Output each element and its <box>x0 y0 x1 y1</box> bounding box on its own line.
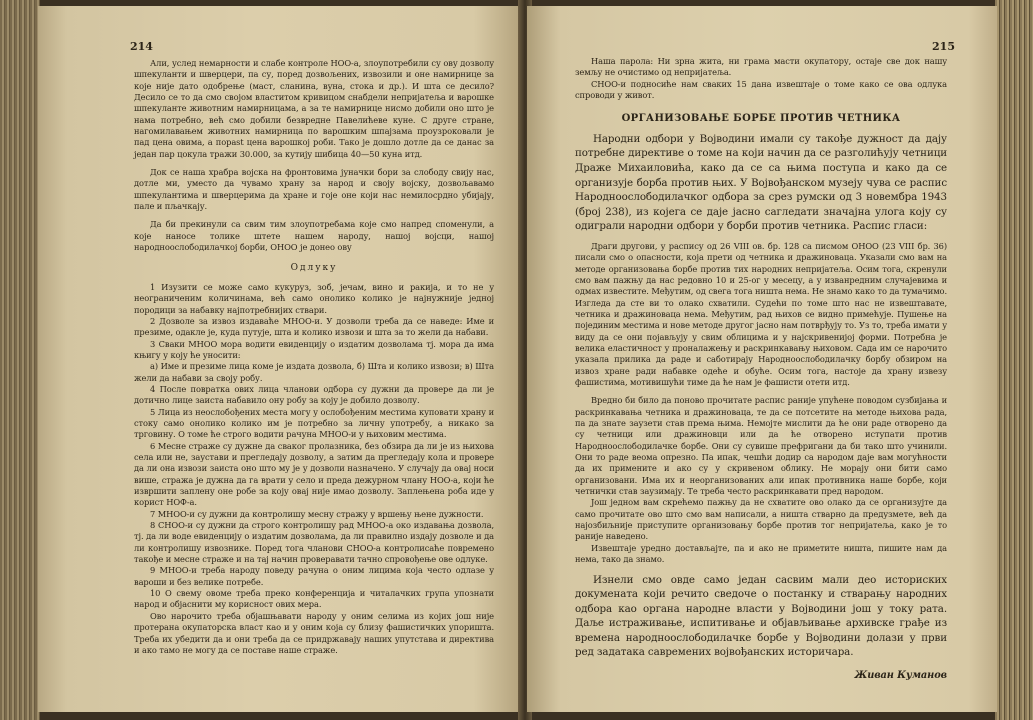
list-item: 5 Лица из неослобођених места могу у ослобођеним местима куповати храну и стоку само онолико колико им је потребно за личну употребу, а никако за трговину. О томе ће строго водити рачуна МНОО-и у њиховим местима. <box>134 406 494 440</box>
paragraph: Док се наша храбра војска на фронтовима јуначки бори за слободу свију нас, дотле ми, уместо да чувамо храну за народ и своју војску, дозвољавамо шпекулантима и шверцерима да хране и гоје оне који нас немилосрдно убијају, пале и пљачкају. <box>134 167 494 212</box>
right-page <box>527 6 997 712</box>
list-item: 10 О свему овоме треба преко конференција и читалачких група упознати народ и објаснити му корисност ових мера. <box>134 588 494 610</box>
lead-text <box>575 132 947 234</box>
page-number-right: 215 <box>932 40 955 53</box>
quote-paragraph: Вредно би било да поново прочитате распис раније упућене поводом сузбијања и раскринкавања четника и дражиноваца, те да се потсетите на методе њихова рада, па да знате заузети став према њима. Немојте мислити да ће они раде отворено да су четници или дражиновци или да ће отворено иступати против Народноослободилачке борбе. Они су сувише префригани да би тако што учинили. Они то раде веома опрезно. Па ипак, чешћи додир са народом даје вам могућности да их примените и ако су у скривеном облику. Не морају они бити само организовани. Има их и неорганизованих али ипак противника наше борбе, који четнички став заузимају. Те треба често раскринкавати пред народом. <box>575 395 947 497</box>
right-page-edges <box>995 0 1033 720</box>
left-page-edges <box>0 0 40 720</box>
right-page-body <box>575 56 947 681</box>
page-number-left: 214 <box>130 40 153 53</box>
list-item: а) Име и презиме лица коме је издата дозвола, б) Шта и колико извози; в) Шта жели да набави за своју робу. <box>134 361 494 383</box>
paragraph: Народни одбори у Војводини имали су такође дужност да дају потребне директиве о томе на који начин да се разголићују четници Драже Михаиловића, како да се са њима поступа и како да се организује борба против њих. У Војвођанском музеју чува се распис Народноослободилачког одбора за срез румски од 3 новембра 1943 (број 238), из којега се даје јасно сагледати значајна улога коју су одигрaли народни одбори у борби против четника. Распис гласи: <box>575 132 947 233</box>
paragraph: СНОО-и подносиће нам сваких 15 дана извештаје о томе како се ова одлука спроводи у живот. <box>575 78 947 101</box>
quote-paragraph: Драги другови, у распису од 26 VIII ов. бр. 128 са писмом ОНОО (23 VIII бр. 36) писали смо о опасности, која прети од четника и дражиноваца. Указали смо вам на методе организовања борбе против тих народних непријатеља. Осим тога, скренули смо вам пажњу да нас редовно 10 и 25-ог у месецу, а у изванредним случајевима и одмах известите. Међутим, од свега тога ништа нема. Не знамо како то да тумачимо. Изгледа да сте ви то олако схватили. Судећи по томе што нас не извештавате, четника и дражиноваца нема. Међутим, рад њихов се видно примећује. Пушење на појединим местима и нове методе другог јасно нам потврђују то. Уз то, треба имати у виду да се они појављују у свим облицима и у најскривенијој форми. Потребна је велика еластичност у проналажењу и раскринкавању њиховом. Сада им се нарочито указала прилика да раде и саботирају Народноослободилачку борбу обзиром на извоз хране ради набавке одеће и обуће. Осим тога, настоје да храну извезу фашистима, мотивишући тиме да ће нам је фашисти отети итд. <box>575 240 947 387</box>
paragraph: Ово нарочито треба објашњавати народу у оним селима из којих још није протерана окупаторска власт као и у оним која су близу фашистичких упоришта. Треба их убедити да и они треба да се придржавају наших упутстава и директива и ако тамо не могу да се поставе наше страже. <box>134 610 494 655</box>
section-heading: ОРГАНИЗОВАЊЕ БОРБЕ ПРОТИВ ЧЕТНИКА <box>621 113 901 125</box>
paragraph: Да би прекинули са свим тим злоупотребама које смо напред споменули, а које наносе толике штете нашем народу, нашој војсци, нашој народноослободилачкој борби, ОНОО је донео ову <box>134 219 494 253</box>
author-signature: Живан Куманов <box>854 670 947 682</box>
list-item: 3 Сваки МНОО мора водити евиденцију о издатим дозволама тј. мора да има књигу у коју ће уносити: <box>134 338 494 360</box>
list-item: 6 Месне страже су дужне да сваког пролазника, без обзира да ли је из њихова села или не, заустави и прегледају дозволу, а затим да прегледају кола и провере да ли она извози заиста оно што му је у дозволи назначено. У случају да овај носи више, стража је дужна да га врати у село и преда дежурном члану НОО-а, који ће извршити заплену оне робе за коју овај није имао дозволу. Заплењена роба иде у корист НОФ-а. <box>134 440 494 508</box>
quote-paragraph: Извештаје уредно достављајте, па и ако не приметите ништа, пишите нам да нема, тако да знамо. <box>575 542 947 565</box>
left-page-body <box>134 58 494 656</box>
paragraph: Наша парола: Ни зрна жита, ни грама масти окупатору, остаје све док нашу земљу не очистимо од непријатеља. <box>575 56 947 78</box>
list-item: 4 После повратка ових лица чланови одбора су дужни да провере да ли је дотично лице заиста набавило ону робу за коју је добило дозволу. <box>134 383 494 406</box>
list-item: 7 МНОО-и су дужни да контролишу месну стражу у вршењу њене дужности. <box>150 508 484 519</box>
paragraph: Али, услед немарности и слабе контроле НОО-а, злоупотребили су ову дозволу шпекуланти и шверцери, па су, поред дозвољених, извозили и оне намирнице за које није дато одобрење (маст, сланина, вуна, стока и др.). И шта се десило? Десило се то да смо својом властитом кривицом снабдели непријатеља и варошке шпекуланте животним намирницама, а за те намирнице нисмо добили оно што је нама потребно, већ смо добили безвредне Павелићеве куне. С друге стране, нагомилавањем животних намирница по варошким шпајзама проузроковали је пад цена овима, а порast цена варошкој роби. Тако је дошло дотле да се данас за један пар цокула тражи 30.000, за кутију шибица 40—50 куна итд. <box>134 58 494 159</box>
closing-text <box>575 573 947 661</box>
list-item: 8 СНОО-и су дужни да строго контролишу рад МНОО-а око издавања дозвола, тј. да ли воде евиденцију о издатим дозволама, да ли правилно издају дозволе и да ли контролишу извознике. Поред тога чланови СНОО-а контролисаће повремено такође и месне страже и на тај начин проверавати тачно спровођење ове одлуке. <box>134 520 494 565</box>
list-item: 9 МНОО-и треба народу поведу рачуна о оним лицима која често одлазе у вароши и без велике потребе. <box>134 565 494 587</box>
list-item: 2 Дозволе за извоз издаваће МНОО-и. У дозволи треба да се наведе: Име и презиме, одакле је, куда путује, шта и колико извози и шта за то жели да набави. <box>134 315 494 338</box>
list-item: 1 Изузити се може само кукуруз, зоб, јечам, вино и ракија, и то не у неограниченим количинама, већ само онолико колико је најнужније једној породици за набавку најпотребнијих ствари. <box>134 281 494 315</box>
left-page <box>38 6 522 712</box>
quote-paragraph: Још једном вам скрећемо пажњу да не схватите ово олако да се организујте да само прочитате ово што смо вам написали, а ништа стварно да предузмете, већ да најозбиљније приступите организовању борбе против тог непријатеља, како је то раније наведено. <box>575 497 947 542</box>
paragraph: Изнели смо овде само један сасвим мали део историских докумената који речито сведоче о постанку и стварању народних одбора као органа народне власти у Војводини још у току рата. Даље истраживање, испитивање и објављивање архивске грађе из времена народноослободилачке борбе у Војводини долази у први ред задатака савремених војвођанских историчара. <box>575 573 947 659</box>
section-label: Одлуку <box>290 262 338 273</box>
